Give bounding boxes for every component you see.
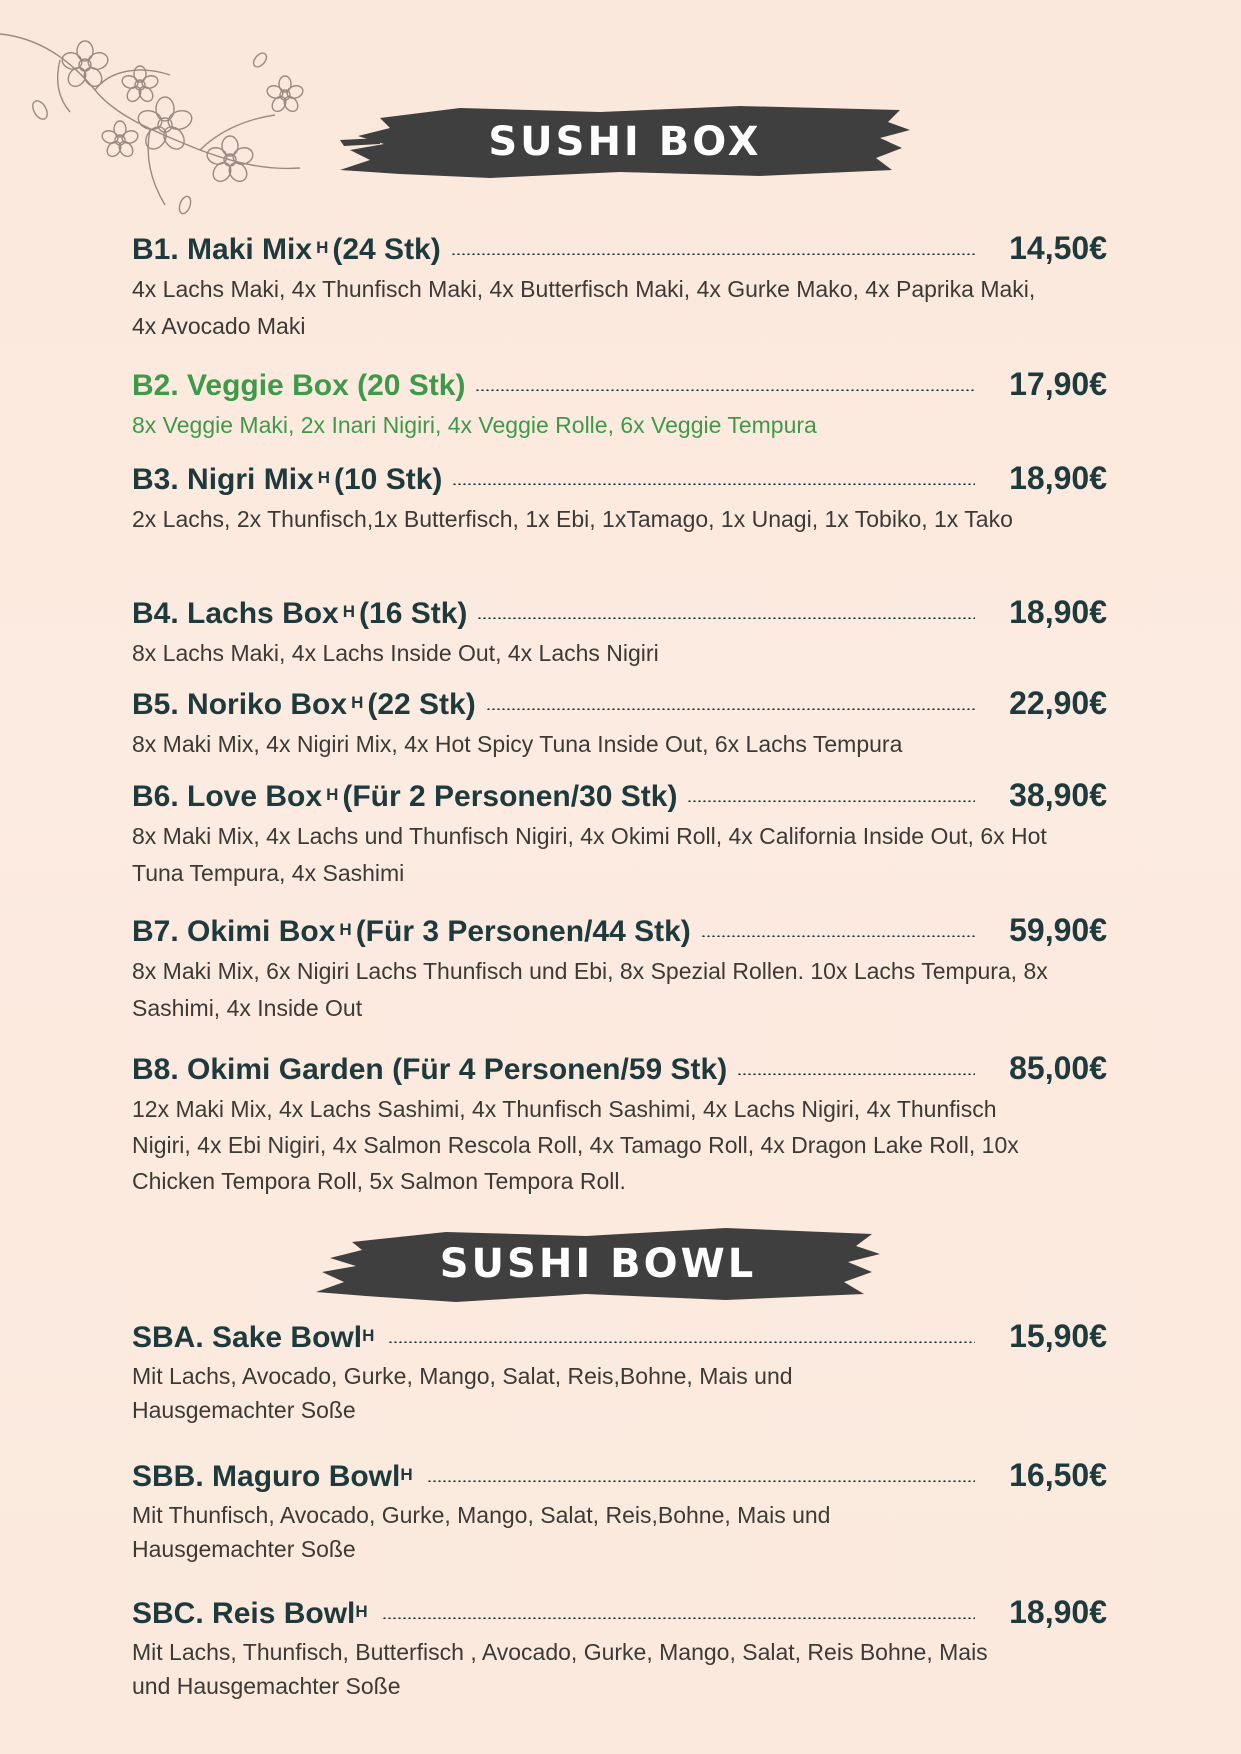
dot-leader xyxy=(486,708,975,710)
section-title-sushi-bowl: SUSHI BOWL xyxy=(439,1241,757,1287)
item-description: 2x Lachs, 2x Thunfisch,1x Butterfisch, 1x Ebi, 1xTamago, 1x Unagi, 1x Tobiko, 1x Tako xyxy=(132,506,1013,532)
dot-leader xyxy=(475,389,975,391)
item-description: 12x Maki Mix, 4x Lachs Sashimi, 4x Thunfisch Sashimi, 4x Lachs Nigiri, 4x Thunfisch Nigiri, 4x Ebi Nigiri, 4x Salmon Rescola Roll, 4x Tamago Roll, 4x Dragon Lake Roll, 10x Chicken Tempora Roll, 5x Salmon Tempora Roll. xyxy=(132,1096,1019,1194)
item-description: Mit Lachs, Avocado, Gurke, Mango, Salat, Reis,Bohne, Mais und Hausgemachter Soße xyxy=(132,1363,793,1423)
item-price: 18,90€ xyxy=(1009,460,1107,496)
item-price: 18,90€ xyxy=(1009,594,1107,630)
menu-item-b3 xyxy=(132,460,1107,538)
menu-item-sba xyxy=(132,1318,1107,1427)
menu-item-b1 xyxy=(132,230,1107,345)
item-description: 4x Lachs Maki, 4x Thunfisch Maki, 4x Butterfisch Maki, 4x Gurke Mako, 4x Paprika Maki, 4x Avocado Maki xyxy=(132,276,1036,339)
item-description: 8x Maki Mix, 4x Nigiri Mix, 4x Hot Spicy Tuna Inside Out, 6x Lachs Tempura xyxy=(132,731,903,757)
menu-item-b2 xyxy=(132,366,1107,444)
item-description: 8x Maki Mix, 6x Nigiri Lachs Thunfisch und Ebi, 8x Spezial Rollen. 10x Lachs Tempura, 8x Sashimi, 4x Inside Out xyxy=(132,958,1048,1021)
item-price: 17,90€ xyxy=(1009,366,1107,402)
dot-leader xyxy=(388,1341,975,1343)
item-description: Mit Thunfisch, Avocado, Gurke, Mango, Salat, Reis,Bohne, Mais und Hausgemachter Soße xyxy=(132,1502,831,1562)
menu-item-sbb xyxy=(132,1457,1107,1566)
dot-leader xyxy=(477,617,975,619)
dot-leader xyxy=(451,253,975,255)
item-price: 22,90€ xyxy=(1009,685,1107,721)
item-description: Mit Lachs, Thunfisch, Butterfisch , Avocado, Gurke, Mango, Salat, Reis Bohne, Mais und Hausgemachter Soße xyxy=(132,1639,988,1699)
menu-item-b8 xyxy=(132,1050,1107,1199)
dot-leader xyxy=(382,1617,975,1619)
item-price: 18,90€ xyxy=(1009,1594,1107,1630)
menu-item-b6 xyxy=(132,777,1107,892)
menu-item-sbc xyxy=(132,1594,1107,1703)
item-name: B7. Okimi Box $^H$ (Für 3 Personen/44 Stk) xyxy=(132,915,691,948)
item-name: B3. Nigri Mix $^H$ (10 Stk) xyxy=(132,463,443,496)
item-name: B1. Maki Mix $^H$ (24 Stk) xyxy=(132,233,441,266)
item-description: 8x Veggie Maki, 2x Inari Nigiri, 4x Veggie Rolle, 6x Veggie Tempura xyxy=(132,412,817,438)
item-description: 8x Maki Mix, 4x Lachs und Thunfisch Nigiri, 4x Okimi Roll, 4x California Inside Out, 6x Hot Tuna Tempura, 4x Sashimi xyxy=(132,823,1047,886)
section-title-sushi-box: SUSHI BOX xyxy=(488,119,762,165)
item-price: 38,90€ xyxy=(1009,777,1107,813)
item-price: 15,90€ xyxy=(1009,1318,1107,1354)
item-name: SBA. Sake Bowl$^H$ xyxy=(132,1321,375,1354)
item-price: 16,50€ xyxy=(1009,1457,1107,1493)
dot-leader xyxy=(427,1480,975,1482)
menu-item-b7 xyxy=(132,912,1107,1027)
item-name: B4. Lachs Box $^H$ (16 Stk) xyxy=(132,597,468,630)
dot-leader xyxy=(737,1073,975,1075)
menu-item-b5 xyxy=(132,685,1107,763)
dot-leader xyxy=(701,935,975,937)
dot-leader xyxy=(687,800,975,802)
cherry-blossom-icon xyxy=(0,20,330,220)
dot-leader xyxy=(452,483,975,485)
item-name: B6. Love Box $^H$ (Für 2 Personen/30 Stk) xyxy=(132,780,678,813)
item-name: SBB. Maguro Bowl$^H$ xyxy=(132,1460,413,1493)
item-name: SBC. Reis Bowl$^H$ xyxy=(132,1597,368,1630)
sushi-box-banner xyxy=(340,100,910,184)
menu-item-b4 xyxy=(132,594,1107,672)
sushi-bowl-banner xyxy=(316,1222,880,1306)
item-price: 59,90€ xyxy=(1009,912,1107,948)
item-name: B5. Noriko Box $^H$ (22 Stk) xyxy=(132,688,476,721)
item-name: B8. Okimi Garden (Für 4 Personen/59 Stk) xyxy=(132,1053,728,1086)
item-description: 8x Lachs Maki, 4x Lachs Inside Out, 4x Lachs Nigiri xyxy=(132,640,659,666)
item-price: 85,00€ xyxy=(1009,1050,1107,1086)
item-price: 14,50€ xyxy=(1009,230,1107,266)
item-name: B2. Veggie Box (20 Stk) xyxy=(132,369,466,402)
